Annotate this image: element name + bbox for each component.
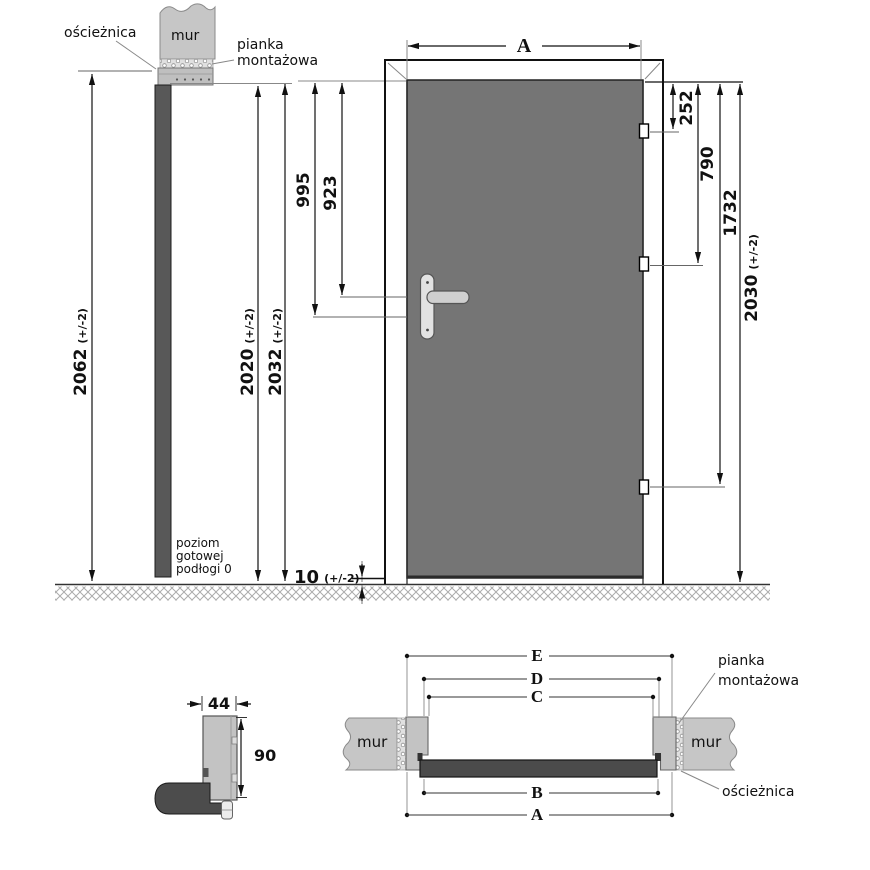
handle-keyhole [426,329,429,332]
dim-a-plan-label: A [530,805,544,824]
foam-leader-plan [679,673,715,723]
frame-leader-plan [681,771,719,789]
floor-note-line1: poziom [176,536,220,550]
frame-corner-diagonal-right [645,63,660,79]
dim-1732-label: 1732 [721,189,741,237]
door-leaf-plan [420,760,657,777]
dim-b-label: B [531,783,543,802]
wall-label-plan-left: mur [357,733,388,751]
floor [55,585,770,601]
profile-detail [155,694,276,819]
dim-790-label: 790 [698,146,718,182]
dim-d-label: D [530,669,544,688]
handle-screw-top [426,281,429,284]
plan-view [343,646,799,824]
dim-a-label: A [516,35,532,57]
dim-2062-label: 2062(+/-2) [71,308,91,396]
foam-label-plan-line1: pianka [718,653,765,669]
handle-lever [427,291,469,304]
floor-hatch [55,587,770,601]
dim-2020-label: 2020(+/-2) [238,308,258,396]
foam-strip [160,59,213,68]
frame-profile-notch-bottom [232,774,237,782]
frame-label-top: ościeżnica [64,25,137,41]
dim-2032-label: 2032(+/-2) [266,308,286,396]
frame-label-plan: ościeżnica [722,784,795,800]
dim-252-label: 252 [677,90,697,126]
dim-44-label: 44 [207,694,231,713]
door-leaf-front [407,80,643,578]
frame-corner-diagonal-left [388,63,406,79]
wall-label-plan-right: mur [691,733,722,751]
floor-note-line3: podłogi 0 [176,562,232,576]
dim-c-label: C [530,687,544,706]
foam-label-top-line1: pianka [237,37,284,53]
foam-label-plan-line2: montażowa [718,673,800,689]
frame-head-profile [158,68,213,85]
dim-923-label: 923 [321,175,341,211]
dim-10-label: 10 (+/-2) [294,567,360,588]
wall-label-top: mur [171,28,200,44]
frame-profile-seal [204,768,209,777]
hinge-bottom [640,480,649,494]
side-section [64,4,406,581]
frame-profile-notch-top [232,737,237,744]
dim-2030-label: 2030(+/-2) [742,234,762,322]
dim-e-label: E [531,646,543,665]
door-leaf-side [155,85,171,577]
floor-note-line2: gotowej [176,549,224,563]
foam-label-top-line2: montażowa [237,53,319,69]
hinge-top [640,124,649,138]
foam-leader-top [212,60,234,64]
frame-leader-top [116,41,156,69]
dim-90-label: 90 [254,746,277,765]
hinge-middle [640,257,649,271]
front-view [294,35,762,604]
foam-plan-left [397,718,406,770]
dim-995-label: 995 [294,172,314,208]
